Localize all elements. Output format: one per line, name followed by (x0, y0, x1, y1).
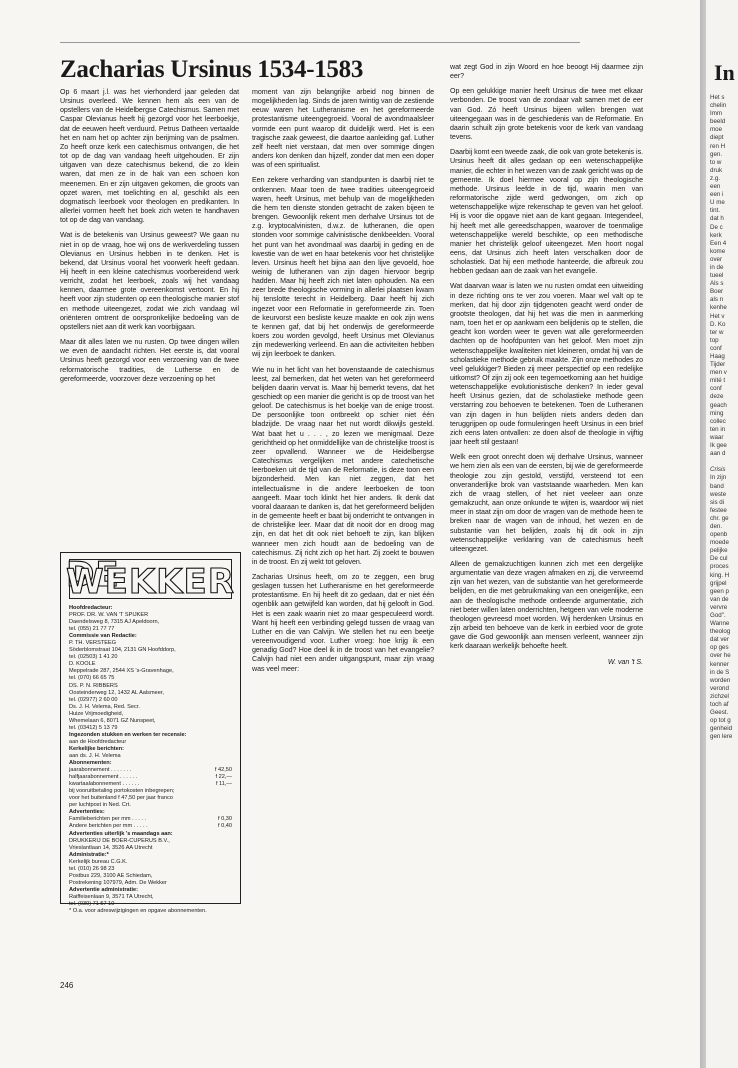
colophon-price-row (69, 767, 232, 774)
colophon-heading: Advertenties uiterlijk 's maandags aan: (69, 830, 173, 837)
next-page-line: top (710, 336, 719, 344)
colophon-heading: Kerkelijke berichten: (69, 745, 125, 752)
next-page-line: De c (710, 223, 723, 231)
paragraph: Alleen de gemakzuchtigen kunnen zich met een dergelijke argumentatie van deze vragen afmaken en zij, die vervreemd zijn van het wezen, van de substantie van het gereformeerde belijden, en die met gebruikmaking van een oneigenlijke, een aan de theologische methode ontleende argumentatie, zich niet beter willen laten onderrichten, hetgeen van vele moderne theologen gevreesd moet worden. Wij herdenken Ursinus en zijn arbeid ten behoeve van de kerk in eerbied voor de grote gave die God gewoonlijk aan mensen verleent, wanneer zijn kerk daaraan werkelijk behoefte heeft. (450, 559, 643, 651)
next-page-line: geen p (710, 587, 729, 595)
colophon-line: Huize Vrijmoedigheid, (69, 710, 124, 717)
next-page-line: deze (710, 393, 724, 401)
paragraph: Wat is de betekenis van Ursinus geweest? We gaan nu niet in op de vraag, hoe wij ons de werkverdeling tussen Olevianus en Ursinus hebben in te denken. Het is bekend, dat Ursinus vooral het voorwerk heeft gedaan. Hij heeft in een kleine catechismus voorbereidend werk verricht, zodat het leerboek, zoals wij het vandaag kennen, daarmee grote overeenkomst vertoont. En hij heeft voor zijn studenten op een theologische manier stof en methode uiteengezet, zodat wie zich vandaag wil oriënteren omtrent de oorspronkelijke bedoeling van de opstellers niet aan dit werk kan voorbijgaan. (60, 231, 239, 331)
article-column-1 (60, 88, 239, 390)
next-page-line: kome (710, 247, 726, 255)
colophon-price-row (69, 781, 232, 788)
next-page-line: in de S (710, 668, 730, 676)
colophon-line: tel. (055) 21 77 77 (69, 626, 115, 633)
paragraph: Een zekere verharding van standpunten is daarbij niet te ontkennen. Maar toen de twee tradities uiteengegroeid waren, heeft Ursinus, met behulp van de mogelijkheden die hem ten dienste stonden getracht de zaken bijeen te brengen. Gewoonlijk rekent men derhalve Ursinus tot de z.g. kryptocalvinisten, d.w.z. de lutheranen, die open stonden voor sommige calvinistische denkbeelden. Vooral het punt van het avondmaal was daarbij in geding en de kwestie van de wet en haar betekenis voor het christelijke leven. Ursinus heeft het bijna aan den lijve gevoeld, hoe weinig de lutheranen van zijn dagen hiervoor begrip hadden. Maar hij heeft zich niet laten ophouden. Na een zeer brede theologische vorming in allerlei plaatsen kwam hij tenslotte terecht in Heidelberg. Daar heeft hij zich ingezet voor een Reformatie in gereformeerde zin. Toen de keurvorst een besliste keuze maakte en ook zijn wens te kennen gaf, dat bij het onderwijs de gereformeerde koers zou worden gevolgd, heeft Ursinus met Olevianus zijn medewerking verleend. En aan die activiteiten hebben wij zijn leerboek te danken. (252, 176, 434, 359)
colophon-line: Whemelaan 6, 8071 GZ Nunspeet, (69, 717, 156, 724)
paragraph: Maar dit alles laten we nu rusten. Op twee dingen willen we even de aandacht richten. Het eerste is, dat vooral Ursinus heeft gezorgd voor een verzoening van de twee reformatorische tradities, de Lutherse en de gereformeerde, voorzover deze verzoening op het (60, 338, 239, 383)
colophon-price-row (69, 823, 232, 830)
next-page-line: dat ver (710, 636, 729, 644)
next-page-line: ter w (710, 328, 724, 336)
next-page-line: ten in (710, 425, 726, 433)
next-page-line: druk (710, 166, 723, 174)
colophon-price-value: f 11,— (215, 781, 232, 788)
colophon-line: tel. (02977) 2 60 00 (69, 696, 118, 703)
colophon-box (60, 552, 241, 915)
colophon-line: per luchtpost in Ned. Crt. (69, 802, 131, 809)
next-page-line: Ik gee (710, 442, 727, 450)
next-page-line: moe (710, 126, 723, 134)
next-page-line: chr. ge (710, 514, 729, 522)
colophon-price-label: Familieberichten per mm . . . . . (69, 816, 147, 823)
colophon-heading: Abonnementen: (69, 760, 112, 767)
next-page-line: Haag (710, 353, 725, 360)
next-page-line: Geest. (710, 709, 729, 717)
colophon-line: tel. (030) 71 57 10 (69, 900, 115, 907)
next-page-line: z.g. (710, 174, 720, 182)
next-page-line: een i (710, 191, 724, 199)
paragraph: Zacharias Ursinus heeft, om zo te zeggen, een brug geslagen tussen het Lutheranisme en het gereformeerde protestantisme. En hij heeft dit zo gedaan, dat er niet één ogenblik aan getwijfeld kan worden, dat hij gelooft in God. Het is een zaak waarin niet zo maar gespeculeerd wordt. Want hij heeft een verbinding gelegd tussen de vraag van Luther en die van Calvijn. We stellen het nu een beetje vereenvoudigend voor. Luther vroeg: hoe krijg ik een genadig God? Hoe deel ik in de troost van het evangelie? Calvijn had niet een ander uitgangspunt, maar zijn vraag was veel meer: (252, 572, 434, 673)
next-page-line: openb (710, 531, 728, 539)
colophon-line: * O.a. voor adreswijzigingen en opgave abonnementen. (69, 908, 207, 915)
colophon-line: P. TH. VERSTEEG (69, 640, 117, 647)
next-page-line: waar (710, 433, 724, 441)
next-page-line: aan d (710, 450, 726, 458)
next-page-line: tueel (710, 272, 724, 280)
next-page-line: weste (710, 490, 727, 498)
colophon-line: voor het buitenland f 47,50 per jaar franco (69, 795, 173, 802)
next-page-line: Crisis (710, 466, 726, 474)
colophon-line: D. KOOLE (69, 661, 96, 668)
paragraph: Op een gelukkige manier heeft Ursinus die twee met elkaar verbonden. De troost van de zondaar valt samen met de eer van God. Zó heeft Ursinus bijeen willen brengen wat uiteengegaan was in de geschiedenis van de Reformatie. En daarin schuilt zijn grote betekenis voor de kerk van vandaag tevens. (450, 87, 643, 142)
next-page-edge (706, 0, 738, 1068)
colophon-line: Postbus 229, 3100 AE Schiedam, (69, 872, 153, 879)
colophon-line: bij vooruitbetaling portokosten inbegrepen; (69, 788, 175, 795)
next-page-line: op tot g (710, 717, 731, 725)
paragraph: wat zegt God in zijn Woord en hoe beoogt Hij daarmee zijn eer? (450, 63, 643, 81)
colophon-line: tel. (070) 66 65 75 (69, 675, 115, 682)
colophon-line: tel. (010) 26 98 23 (69, 865, 115, 872)
next-page-line: collec (710, 417, 726, 425)
colophon-line: Raiffeisenlaan 9, 3571 TA Utrecht, (69, 893, 154, 900)
next-page-line: ming (710, 409, 724, 417)
next-page-line: Tijder (710, 361, 726, 369)
next-page-line: pelijke (710, 547, 728, 555)
next-page-line: kenner (710, 660, 729, 668)
colophon-line: Oosteinderweg 12, 1432 AL Aalsmeer, (69, 689, 164, 696)
next-page-line: grijpel (710, 579, 727, 587)
colophon-price-value: f 0,30 (218, 816, 232, 823)
colophon-line: Kerkelijk bureau C.G.K. (69, 858, 128, 865)
next-page-line: ren H (710, 142, 726, 150)
colophon-line: Söderblomstraat 104, 2131 GN Hoofddorp, (69, 647, 176, 654)
next-page-line: geach (710, 401, 727, 409)
next-page-line (710, 458, 738, 466)
next-page-line: De cul (710, 555, 728, 563)
colophon-price-value: f 42,50 (214, 767, 232, 774)
de-wekker-logo: DE WEKKER (66, 554, 235, 602)
colophon-line: DRUKKERIJ DE BOER-CUPERUS B.V., (69, 837, 170, 844)
next-page-line: den. (710, 522, 723, 530)
colophon-info (61, 605, 240, 915)
next-page-line: Wanne (710, 620, 730, 628)
next-page-line: tint. (710, 207, 720, 215)
colophon-line: aan de Hoofdredacteur (69, 738, 127, 745)
paragraph: Wat daarvan waar is laten we nu rusten omdat een uitweiding in deze richting ons te ver zou voeren. Maar wel valt op te merken, dat hij door zijn tijdgenoten geacht werd onder de grootste theologen, dat hij het was die men in aanmerking nam, toen het er op aankwam een belijdenis op te stellen, die geacht kon worden weer te geven wat alle gereformeerden dachten op de hoofdpunten van het geloof. Men moet zijn wetenschappelijke kwaliteiten niet kleineren, omdat hij van de scholastieke methode gebruik maakte. Zijn onze methodes zo veel gelukkiger? Bieden zij meer perspectief op een redelijke uitkomst? Of zijn zij ook een tegemoetkoming aan het huidige wetenschappelijke evolutionistische denken? In ieder geval heeft Ursinus gezien, dat de scholastieke methode geen verstarring zou behoeven te betekenen. Toen de Lutheranen van zijn dagen in hun belijden niets anders deden dan teruggrijpen op oude formuleringen heeft Ursinus in een brief zich eens laten ontvallen: ze doen alsof de theologie in vijftig jaar heeft stil gestaan! (450, 282, 643, 447)
next-page-line: mité t (710, 377, 726, 385)
next-page-line: beeld (710, 118, 726, 126)
next-page-line: Als s (710, 280, 724, 288)
author-signature: W. van 't S. (607, 657, 643, 666)
next-page-line: Het v (710, 312, 725, 320)
colophon-price-label: kwartaalabonnement . . . . . . (69, 781, 140, 788)
colophon-heading: Hoofdredacteur: (69, 605, 113, 611)
next-page-line: op ges (710, 644, 729, 652)
paragraph: moment van zijn belangrijke arbeid nog binnen de mogelijkheden lag. Sinds de jaren twintig van de zestiende eeuw waren het Lutheranisme en het gereformeerde protestantisme uiteengegroeid. Vooral de avondmaalsleer vormde een punt waarop dit duidelijk werd. Het is een tragische zaak geweest, die daartoe aanleiding gaf. Luther zelf heeft niet verstaan, dat men over sommige dingen anders kon denken dan hijzelf, zonder dat men een doper was of een spiritualist. (252, 88, 434, 170)
paragraph: Daarbij komt een tweede zaak, die ook van grote betekenis is. Ursinus heeft dit alles gedaan op een wetenschappelijke manier, die echter in het wezen van de zaak gericht was op de gemeente. Ik doel hiermee vooral op zijn theologische methode. Ursinus leefde in de tijd, waarin men van reformatorische zijde werd gedwongen, om zich op wetenschappelijke wijze rekenschap te geven van het geloof. Hij is voor die opgave niet aan de kant gegaan. Integendeel, hij heeft met alle gereedschappen, waarover de toenmalige wetenschappelijke wereld beschikte, op een methodische manier het christelijk geloof uiteengezet. Men hoort nogal eens, dat Ursinus zich heeft laten verschalken door de scholastiek. Dat hij een methode hanteerde, die afbreuk zou hebben gedaan aan de zaak van het evangelie. (450, 148, 643, 276)
next-page-line: men v (710, 369, 727, 377)
next-page-line: over he (710, 652, 731, 660)
next-page-line: In zijn (710, 474, 727, 482)
article-column-2 (252, 88, 434, 680)
colophon-line: Meppelrade 287, 2544 XS 's-Gravenhage, (69, 668, 174, 675)
colophon-line: tel. (02503) 1 41 20 (69, 654, 118, 661)
colophon-price-value: f 22,— (215, 774, 232, 781)
next-page-line: vervre (710, 603, 728, 611)
colophon-price-label: halfjaarabonnement . . . . . . (69, 774, 138, 781)
next-page-line: moede (710, 539, 729, 547)
next-page-line: band (710, 482, 724, 490)
colophon-line: tel. (03412) 5 13 79 (69, 724, 118, 731)
next-page-line: dat h (710, 215, 724, 223)
next-page-line: theolog (710, 628, 731, 636)
next-page-line: diept (710, 134, 724, 142)
next-page-line: king. H (710, 571, 730, 579)
colophon-heading: Administratie:* (69, 851, 109, 858)
top-rule (60, 42, 580, 43)
colophon-line: PROF. DR. W. VAN 'T SPIJKER (69, 612, 149, 619)
paragraph: Welk een groot onrecht doen wij derhalve Ursinus, wanneer we hem zien als een van de eersten, bij wie de gereformeerde theologie zou zijn gestold, verstijfd, versteend tot een onveranderlijke brok van vaststaande waarheden. Men kan zich de vraag stellen, of het niet veeleer aan onze gemakzucht, aan onze onkunde te wijten is, waardoor wij niet meer in staat zijn om door de vragen van de methode heen te breken naar de vragen van de inhoud, het wezen en de substantie van het belijden, zoals hij dit ook in zijn wetenschappelijke verklaring van de catechismus heeft uiteengezet. (450, 453, 643, 553)
next-page-line: toch af (710, 701, 729, 709)
next-page-line: verond (710, 684, 729, 692)
next-page-line: to w (710, 158, 722, 166)
colophon-heading: Advertentie administratie: (69, 886, 139, 893)
colophon-price-label: jaarabonnement . . . . . . . (69, 767, 132, 774)
next-page-line: conf (710, 344, 722, 352)
article-column-3 (450, 63, 643, 667)
colophon-line: aan ds. J. H. Velema (69, 752, 121, 759)
article-title: Zacharias Ursinus 1534-1583 (60, 56, 364, 83)
page-number: 246 (60, 981, 74, 990)
colophon-heading: Ingezonden stukken en werken ter recensie: (69, 731, 187, 738)
next-page-line: als n (710, 296, 724, 304)
next-page-line: chelin (710, 102, 727, 110)
colophon-price-row (69, 816, 232, 823)
colophon-line: Vrieslantlaan 14, 3526 AA Utrecht (69, 844, 153, 851)
next-page-line: D. Ko (710, 320, 726, 328)
next-page-line: sis di (710, 498, 725, 506)
next-page-line: festee (710, 506, 727, 514)
colophon-line: DS. P. N. RIBBERS (69, 682, 118, 689)
colophon-line: Postrekening 107979, Adm. De Wekker (69, 879, 167, 886)
next-page-line: Een 4 (710, 239, 727, 247)
next-page-line: kenhe (710, 304, 727, 312)
next-page-line: Boer (710, 288, 724, 296)
next-page-line: God''. (710, 612, 726, 619)
colophon-line: Ds. J. H. Velema, Red. Secr. (69, 703, 140, 710)
paragraph: Wie nu in het licht van het bovenstaande de catechismus leest, zal bemerken, dat het weten van het gereformeerd belijden daarin vervat is. Maar hij bemerkt tevens, dat het geschiedt op een manier die gericht is op de troost van het geloof. De catechismus is het boekje van de enige troost. De persoonlijke toon ontbreekt op schier niet één bladzijde. De vraag naar het nut wordt dikwijls gesteld. Wat baat het u . . . , zo lezen we menigmaal. Deze gerichtheid op het onmiddellijke van de christelijke troost is zeer opvallend. Wanneer we de Heidelbergse Catechismus vergelijken met andere catechetische leerboeken uit de tijd van de Reformatie, is deze toon een bijzonderheid. Men kan niet zeggen, dat het intellectualisme in die andere leerboeken de toon aangeeft. Maar toch klinkt het hier anders. Ik denk dat vooral daaraan te danken is, dat het gereformeerd belijden in de gemeente heeft er baat bij onderricht te ontvangen in de christelijke leer. Maar dat dit nooit dor en droog mag zijn, en dat het dit ook niet behoeft te zijn, kan blijken wanneer men zich houdt aan de bedoeling van de catechismus. Zij richt zich op het hart. Zij zoekt te bouwen in de troost. En zij wekt tot geloven. (252, 365, 434, 566)
colophon-price-row (69, 774, 232, 781)
colophon-price-value: f 0,40 (218, 823, 232, 830)
next-page-line: conf (710, 385, 722, 393)
next-page-line: van de (710, 595, 729, 603)
next-page-line: proces (710, 563, 729, 571)
next-page-line: gen. (710, 150, 723, 158)
next-page-title: In (714, 60, 735, 85)
next-page-line: worden (710, 676, 731, 684)
next-page-line: over (710, 255, 723, 263)
next-page-line: U me (710, 199, 725, 207)
next-page-line: kerk (710, 231, 722, 239)
next-page-line: een (710, 183, 721, 191)
colophon-price-label: Andere berichten per mm . . . . . (69, 823, 148, 830)
colophon-line: Daendelsweg 8, 7315 AJ Apeldoorn, (69, 619, 160, 626)
colophon-heading: Advertenties: (69, 809, 105, 816)
next-page-line: in de (710, 263, 724, 271)
next-page-line: gen lere (710, 733, 733, 741)
next-page-line: zichzel (710, 692, 729, 700)
next-page-line: Het s (710, 94, 725, 101)
paragraph: Op 6 maart j.l. was het vierhonderd jaar geleden dat Ursinus overleed. We kennen hem als een van de opstellers van de Heidelbergse Catechismus. Samen met Caspar Olevianus heeft hij gezorgd voor het leerboekje, dat de eeuwen heeft verduurd. Petrus Datheen vertaalde het en nam het op achter zijn berijming van de psalmen. Zo heeft onze kerk een catechismus ontvangen, die het tot op de dag van vandaag heeft uitgehouden. Er zijn uitgaven van deze catechismus bekend, die zo klein waren, dat men ze in de hak van een schoen kon meenemen. En er zijn uitgaven gekomen, die groots van opzet waren, met toelichting en al, geschikt als een dogmatisch leerboek voor theologen en predikanten. In allerlei vormen heeft het boek zich weten te handhaven tot op de dag van vandaag. (60, 88, 239, 225)
next-page-line: Imm (710, 110, 723, 118)
next-page-text (710, 94, 738, 742)
next-page-line: genheid (710, 725, 733, 733)
colophon-heading: Commissie van Redactie: (69, 633, 137, 640)
